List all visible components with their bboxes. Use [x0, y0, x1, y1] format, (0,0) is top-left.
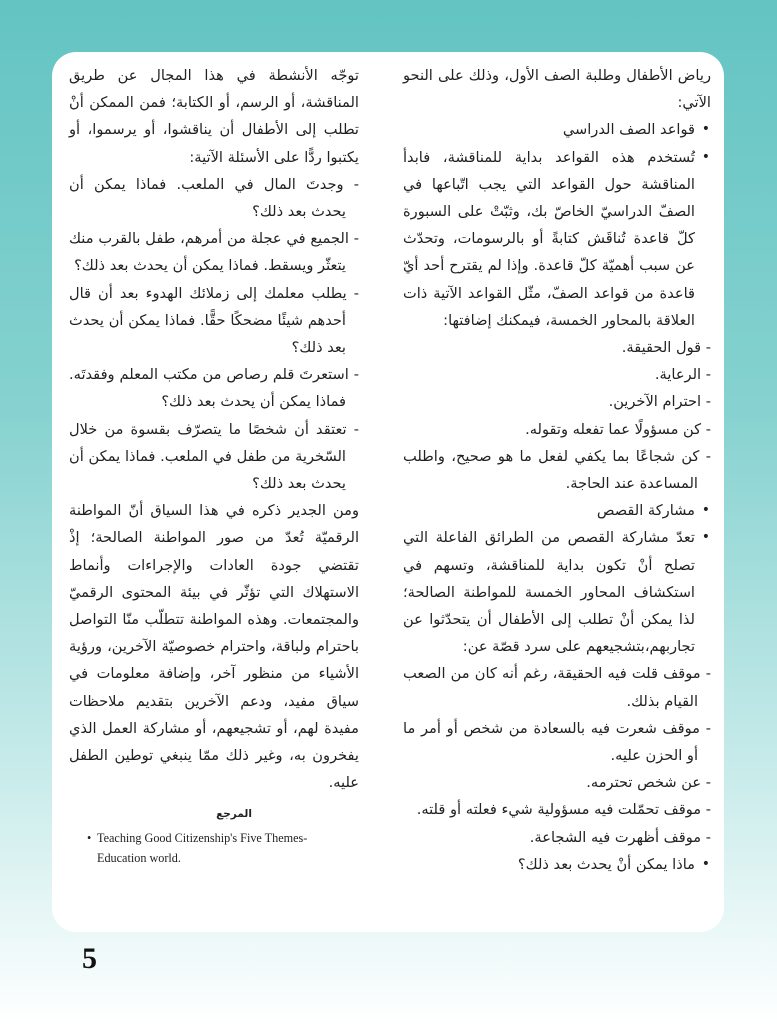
- dash-item: - يطلب معلمك إلى زملائك الهدوء بعد أن قال أحدهم شيئًا مضحكًا حقًّا. فماذا يمكن أن يحدث بعد ذلك؟: [69, 284, 359, 357]
- page-number: 5: [82, 942, 97, 975]
- dash-item: - الرعاية.: [654, 366, 711, 384]
- paragraph: ومن الجدير ذكره في هذا السياق أنّ المواطنة الرقميّة تُعدّ من صور المواطنة الصالحة؛ إذْ تقتضي جودة العادات والإجراءات وأنماط الاستهلاك التي تؤثّر في بيئة المحتوى الرقميّ والمجتمعات. وهذه المواطنة تتطلّب منّا التواصل باحترام ولباقة، واحترام خصوصيّة الآخرين، ورؤية الأشياء من منظور آخر، وإضافة معلومات في سياق مفيد، ودعم الآخرين بتقديم ملاحظات مفيدة لهم، أو تشجيعهم، أو مشاركة العمل الذي يفخرون به، وغير ذلك ممّا ينبغي توطين الطفل عليه.: [69, 502, 359, 792]
- bullet-item: • تُستخدم هذه القواعد بداية للمناقشة، فابدأ المناقشة حول القواعد التي يجب اتّباعها في الصفّ الدراسيّ الخاصّ بك، وثبّتْ على السبورة كلّ قاعدة تُناقَش كتابةً أو بالرسومات، وتحدّث عن سبب أهميّة كلّ قاعدة. وإذا لم يقترح أحد أيّ قاعدة من قواعد الصفّ، مثّل القواعد الآتية ذات العلاقة بالمحاور الخمسة، فيمكنك إضافتها:: [403, 144, 711, 334]
- right-column: [403, 62, 711, 878]
- left-column: [69, 62, 359, 868]
- dash-item: - كن شجاعًا بما يكفي لفعل ما هو صحيح، واطلب المساعدة عند الحاجة.: [403, 447, 711, 493]
- reference-title: المرجع: [216, 808, 252, 821]
- dash-item: - استعرتَ قلم رصاص من مكتب المعلم وفقدتَه. فماذا يمكن أن يحدث بعد ذلك؟: [69, 366, 359, 411]
- bullet-item: • تعدّ مشاركة القصص من الطرائق الفاعلة التي تصلح أنْ تكون بداية للمناقشة، وتسهم في استكشاف المحاور الخمسة للمواطنة الصالحة؛ لذا يمكن أنْ تطلب إلى الأطفال أن يتحدّثوا عن تجاربهم،بتشجيعهم على سرد قصّة عن:: [403, 524, 711, 660]
- bullet-item: • قواعد الصف الدراسي: [403, 116, 711, 143]
- paragraph: رياض الأطفال وطلبة الصف الأول، وذلك على النحو الآتي:: [403, 67, 711, 112]
- dash-item: - عن شخص تحترمه.: [586, 774, 711, 792]
- dash-item: - احترام الآخرين.: [608, 393, 711, 411]
- dash-item: - قول الحقيقة.: [621, 339, 711, 357]
- dash-item: - كن مسؤولًا عما تفعله وتقوله.: [525, 420, 711, 438]
- reference-section: [69, 806, 359, 868]
- left-column-text: [69, 62, 359, 796]
- dash-item: - موقف أظهرت فيه الشجاعة.: [529, 828, 711, 846]
- dash-item: - موقف شعرت فيه بالسعادة من شخص أو أمر ما أو الحزن عليه.: [403, 719, 711, 765]
- dash-item: - تعتقد أن شخصًا ما يتصرّف بقسوة من خلال السّخرية من طفل في الملعب. فماذا يمكن أن يحدث بعد ذلك؟: [69, 420, 359, 493]
- dash-item: - الجميع في عجلة من أمرهم، طفل بالقرب منك يتعثّر ويسقط. فماذا يمكن أن يحدث بعد ذلك؟: [69, 230, 359, 275]
- bullet-item: • مشاركة القصص: [403, 497, 711, 524]
- dash-item: - موقف تحمّلت فيه مسؤولية شيء فعلته أو قلته.: [416, 801, 711, 819]
- paragraph: توجّه الأنشطة في هذا المجال عن طريق المناقشة، أو الرسم، أو الكتابة؛ فمن الممكن أنْ تطلب إلى الأطفال أن يناقشوا، أو يرسموا، أو يكتبوا ردًّا على الأسئلة الآتية:: [69, 67, 359, 166]
- reference-item: • Teaching Good Citizenship's Five Themes- Education world.: [69, 828, 359, 868]
- dash-item: - موقف قلت فيه الحقيقة، رغم أنه كان من الصعب القيام بذلك.: [403, 665, 711, 710]
- bullet-item: • ماذا يمكن أنْ يحدث بعد ذلك؟: [403, 851, 711, 878]
- dash-item: - وجدتَ المال في الملعب. فماذا يمكن أن يحدث بعد ذلك؟: [69, 175, 359, 221]
